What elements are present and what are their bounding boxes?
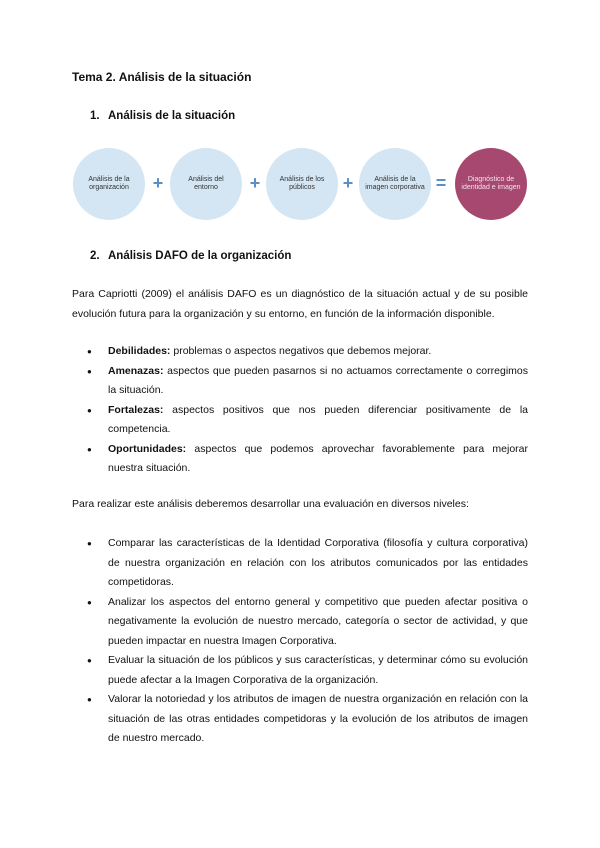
list-item: ● Comparar las características de la Identidad Corporativa (filosofía y cultura corporativa) de nuestra organización en relación con los atributos comunicados por las entidades competidoras.: [72, 534, 528, 593]
situation-diagram: [0, 148, 600, 224]
section-number: 1.: [90, 110, 100, 122]
levels-list: [72, 534, 528, 749]
dafo-description: aspectos que podemos aprovechar favorablemente para mejorar nuestra situación.: [108, 442, 528, 474]
list-item: [72, 362, 528, 401]
list-item: [72, 440, 528, 479]
diagram-circle-organizacion: Análisis de la organización: [73, 148, 145, 220]
section-title: Análisis DAFO de la organización: [108, 250, 292, 262]
dafo-list: [72, 342, 528, 479]
equals-icon: =: [435, 173, 447, 193]
section-heading-2: [90, 250, 291, 262]
list-item: ● Analizar los aspectos del entorno general y competitivo que pueden afectar positiva o negativamente la evolución de nuestro mercado, categoría o sector de actividad, y que pueden impactar en nuestra Imagen Corporativa.: [72, 593, 528, 652]
plus-icon: +: [249, 173, 261, 193]
section-number: 2.: [90, 250, 100, 262]
dafo-description: problemas o aspectos negativos que debemos mejorar.: [170, 345, 432, 357]
list-item: [72, 401, 528, 440]
section-title: Análisis de la situación: [108, 110, 236, 122]
dafo-description: aspectos que pueden pasarnos si no actuamos correctamente o corregimos la situación.: [108, 364, 528, 396]
dafo-description: aspectos positivos que nos pueden diferenciar positivamente de la competencia.: [108, 403, 528, 435]
diagram-circle-entorno: Análisis del entorno: [170, 148, 242, 220]
dafo-term: Oportunidades:: [108, 442, 187, 455]
dafo-term: Fortalezas:: [108, 403, 164, 416]
levels-intro: Para realizar este análisis deberemos desarrollar una evaluación en diversos niveles:: [72, 498, 469, 510]
plus-icon: +: [342, 173, 354, 193]
diagram-circle-diagnostico: Diagnóstico de identidad e imagen: [455, 148, 527, 220]
list-item: [72, 342, 528, 362]
plus-icon: +: [152, 173, 164, 193]
page-title: Tema 2. Análisis de la situación: [72, 70, 252, 84]
intro-paragraph: Para Capriotti (2009) el análisis DAFO es un diagnóstico de la situación actual y de su posible evolución futura para la organización y su entorno, en función de la información disponible.: [72, 288, 528, 320]
section-heading-1: [90, 110, 235, 122]
dafo-term: Amenazas:: [108, 364, 164, 377]
list-item: ● Valorar la notoriedad y los atributos de imagen de nuestra organización en relación con la situación de las otras entidades competidoras y la evolución de los atributos de imagen de nuestro mercado.: [72, 690, 528, 749]
dafo-term: Debilidades:: [108, 345, 171, 357]
list-item: ● Evaluar la situación de los públicos y sus características, y determinar cómo su evolución puede afectar a la Imagen Corporativa de la organización.: [72, 651, 528, 690]
diagram-circle-imagen: Análisis de la imagen corporativa: [359, 148, 431, 220]
diagram-circle-publicos: Análisis de los públicos: [266, 148, 338, 220]
